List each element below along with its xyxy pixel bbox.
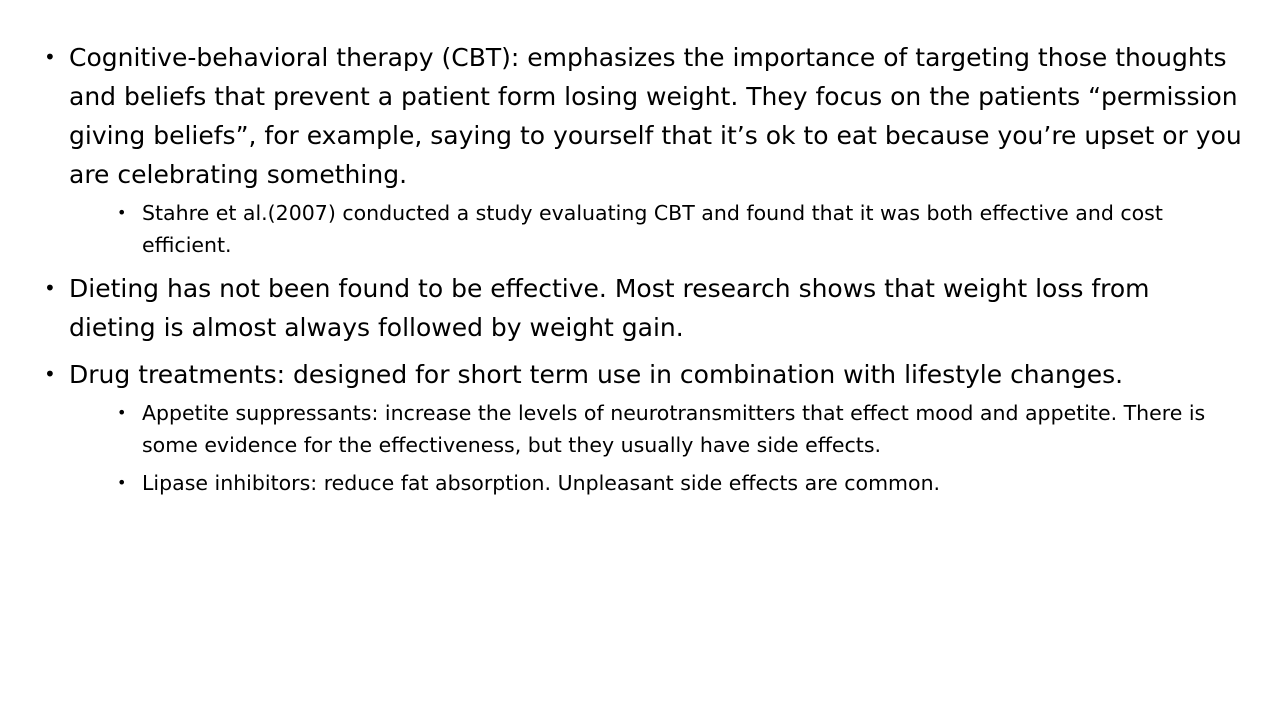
sub-bullet-list: [69, 397, 1244, 499]
bullet-icon: •: [44, 45, 56, 69]
bullet-item-cbt: [44, 38, 1244, 261]
bullet-icon: •: [44, 276, 56, 300]
sub-bullet-list: [69, 197, 1244, 261]
bullet-item-dieting: [44, 269, 1244, 347]
sub-bullet-text: Stahre et al.(2007) conducted a study evaluating CBT and found that it was both effective and cost efficient.: [142, 201, 1163, 257]
sub-bullet-text: Lipase inhibitors: reduce fat absorption. Unpleasant side effects are common.: [142, 471, 941, 495]
bullet-icon: •: [117, 403, 127, 422]
bullet-text: Dieting has not been found to be effective. Most research shows that weight loss from dieting is almost always followed by weight gain.: [69, 274, 1150, 342]
bullet-text: Cognitive-behavioral therapy (CBT): emphasizes the importance of targeting those thoughts and beliefs that prevent a patient form losing weight. They focus on the patients “permission giving beliefs”, for example, saying to yourself that it’s ok to eat because you’re upset or you are celebrating something.: [69, 43, 1242, 189]
slide-content: [44, 38, 1244, 507]
bullet-icon: •: [117, 203, 127, 222]
bullet-list: [44, 38, 1244, 499]
bullet-item-drug-treatments: [44, 355, 1244, 499]
sub-bullet-text: Appetite suppressants: increase the levels of neurotransmitters that effect mood and appetite. There is some evidence for the effectiveness, but they usually have side effects.: [142, 401, 1206, 457]
sub-bullet-item-stahre: [117, 197, 1244, 261]
bullet-icon: •: [44, 362, 56, 386]
sub-bullet-item-appetite-suppressants: [117, 397, 1244, 461]
bullet-icon: •: [117, 473, 127, 492]
bullet-text: Drug treatments: designed for short term use in combination with lifestyle changes.: [69, 360, 1124, 389]
sub-bullet-item-lipase-inhibitors: [117, 467, 1244, 499]
